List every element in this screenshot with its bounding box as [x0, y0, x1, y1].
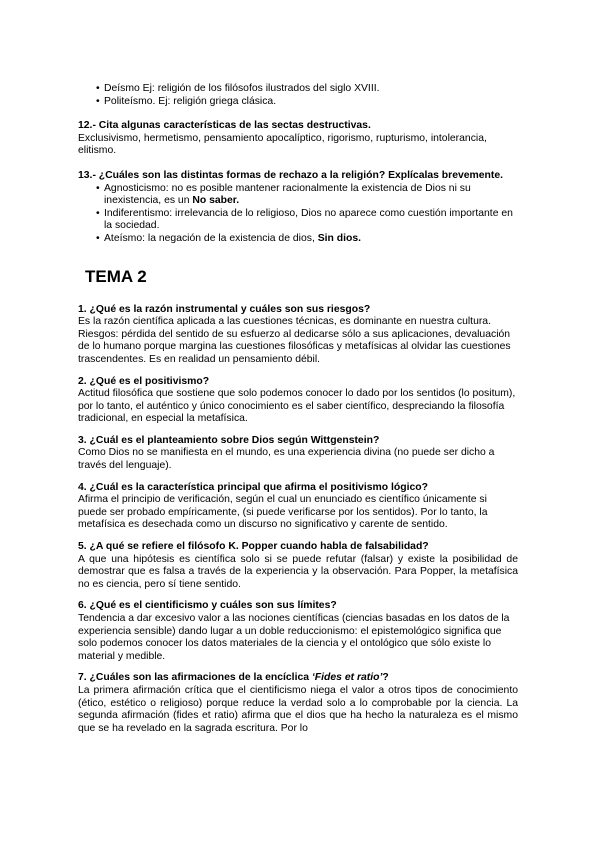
- bullet-icon: •: [96, 83, 100, 94]
- question-title: 1. ¿Qué es la razón instrumental y cuáles son sus riesgos?: [78, 303, 371, 315]
- list-item: • Politeísmo. Ej: religión griega clásica.: [96, 95, 277, 107]
- answer-text: La primera afirmación crítica que el cientificismo niega el valor a otros tipos de conocimiento (ético, estético o religioso) porque reduce la verdad solo a lo comprobable por la ciencia. La segunda afirmación (fides et ratio) afirma que el dios que ha hecho la naturaleza es el mismo que se ha revelado en la sagrada escritura. Por lo: [78, 684, 518, 734]
- question-title: 6. ¿Qué es el cientificismo y cuáles son sus límites?: [78, 600, 337, 612]
- question-13: [78, 170, 518, 246]
- question-title: 5. ¿A qué se refiere el filósofo K. Popper cuando habla de falsabilidad?: [78, 541, 429, 553]
- answer-text: Exclusivismo, hermetismo, pensamiento apocalíptico, rigorismo, rupturismo, intolerancia, elitismo.: [78, 132, 487, 157]
- question-1: [78, 304, 518, 367]
- bullet-icon: •: [96, 207, 100, 219]
- question-12: [78, 120, 518, 158]
- question-title: 12.- Cita algunas características de las sectas destructivas.: [78, 120, 371, 132]
- list-item: • Agnosticismo: no es posible mantener racionalmente la existencia de Dios ni su inexistencia, es un No saber.: [96, 182, 471, 207]
- answer-text: Es la razón científica aplicada a las cuestiones técnicas, es dominante en nuestra cultura. Riesgos: pérdida del sentido de su esfuerzo al dedicarse sólo a sus aplicaciones, devaluación de lo humano porque margina las cuestiones filosóficas y metafísicas al olvidar las cuestiones trascendentes. Es en realidad un pensamiento débil.: [78, 316, 511, 365]
- question-title: 7. ¿Cuáles son las afirmaciones de la encíclica ‘Fides et ratio’?: [78, 672, 389, 684]
- rejection-forms-list: [78, 183, 518, 246]
- question-3: [78, 435, 518, 473]
- question-title: 4. ¿Cuál es la característica principal que afirma el positivismo lógico?: [78, 481, 428, 493]
- bullet-icon: •: [96, 232, 100, 244]
- answer-text: A que una hipótesis es científica solo si se puede refutar (falsar) y existe la posibilidad de demostrar que es falsa a través de la experiencia y la observación. Para Popper, la metafísica no es ciencia, pero sí tiene sentido.: [78, 553, 518, 590]
- list-item: • Deísmo Ej: religión de los filósofos ilustrados del siglo XVIII.: [96, 83, 380, 94]
- question-title: 2. ¿Qué es el positivismo?: [78, 375, 210, 387]
- question-title: 13.- ¿Cuáles son las distintas formas de rechazo a la religión? Explícalas brevemente.: [78, 169, 504, 181]
- religion-types-list: [78, 83, 518, 108]
- list-item: • Ateísmo: la negación de la existencia de dios, Sin dios.: [96, 232, 362, 244]
- bullet-icon: •: [96, 182, 100, 194]
- bullet-icon: •: [96, 95, 100, 107]
- question-2: [78, 376, 518, 426]
- question-6: [78, 600, 518, 663]
- answer-text: Tendencia a dar excesivo valor a las nociones científicas (ciencias basadas en los datos de la experiencia sensible) dando lugar a un doble reduccionismo: el epistemológico significa que solo podemos conocer los datos materiales de la ciencia y el ontológico que sólo existe lo material y medible.: [78, 613, 510, 662]
- answer-text: Como Dios no se manifiesta en el mundo, es una experiencia divina (no puede ser dicho a través del lenguaje).: [78, 447, 495, 472]
- question-5: [78, 541, 518, 591]
- document-page: [78, 83, 518, 735]
- question-7: [78, 672, 518, 735]
- question-title: 3. ¿Cuál es el planteamiento sobre Dios según Wittgenstein?: [78, 434, 380, 446]
- question-4: [78, 482, 518, 532]
- section-heading: TEMA 2: [85, 266, 147, 286]
- answer-text: Afirma el principio de verificación, según el cual un enunciado es científico únicamente si puede ser probado empíricamente, (si puede verificarse por los sentidos). Por lo tanto, la metafísica es desechada como un discurso no significativo y carente de sentido.: [78, 494, 488, 531]
- list-item: • Indiferentismo: irrelevancia de lo religioso, Dios no aparece como cuestión importante en la sociedad.: [96, 207, 513, 232]
- answer-text: Actitud filosófica que sostiene que solo podemos conocer lo dado por los sentidos (lo positum), por lo tanto, el auténtico y único conocimiento es el saber científico, despreciando la filosofía tradicional, en especial la metafísica.: [78, 388, 516, 425]
